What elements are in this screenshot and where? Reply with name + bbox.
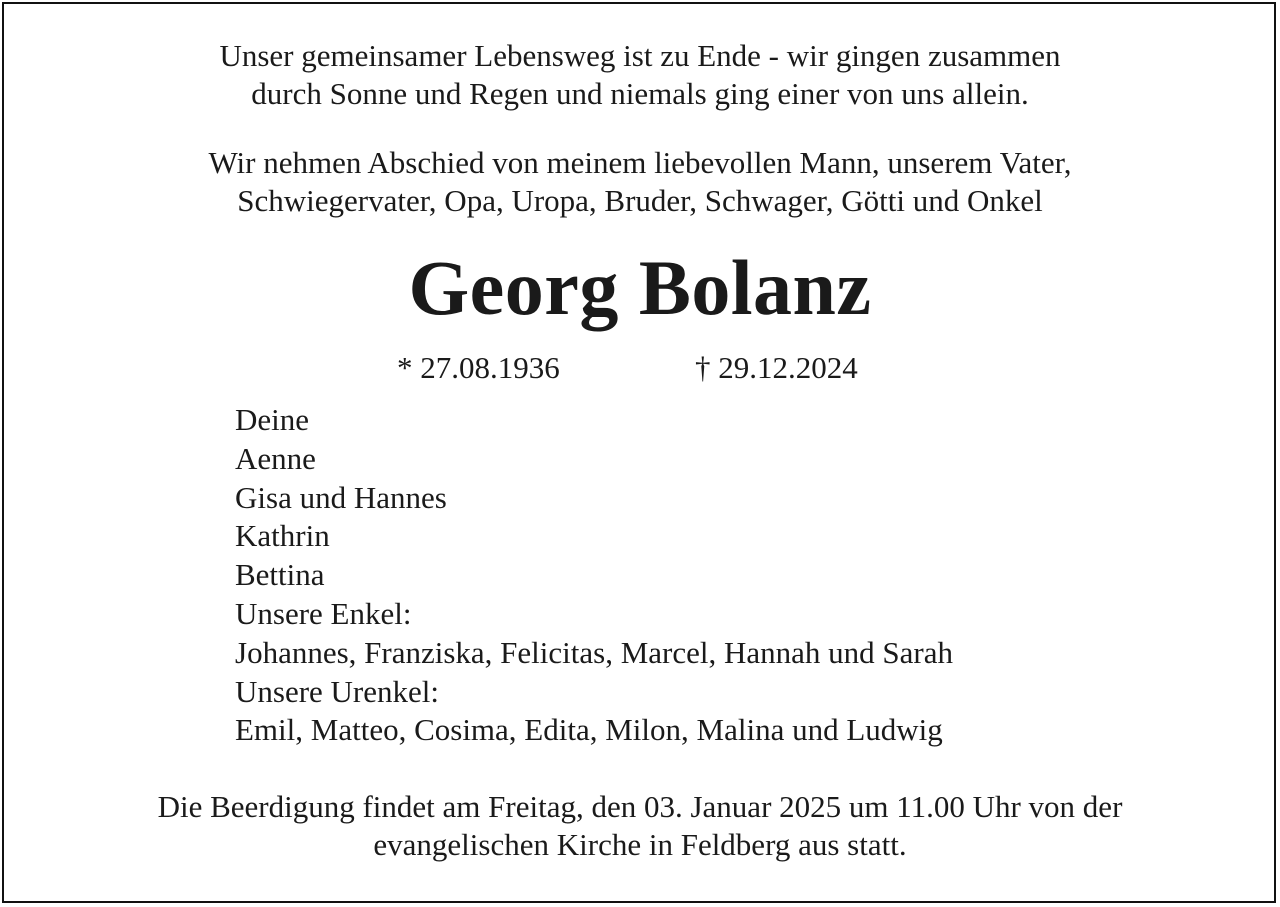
mourners-line: Unsere Urenkel:	[235, 673, 439, 709]
motto-line-1: Unser gemeinsamer Lebensweg ist zu Ende - wir gingen zusammen	[219, 38, 1061, 73]
mourners-list	[235, 401, 953, 750]
death-date: † 29.12.2024	[695, 350, 858, 385]
deceased-name: Georg Bolanz	[408, 244, 872, 331]
motto	[0, 37, 1280, 113]
mourners-line: Unsere Enkel:	[235, 595, 412, 631]
motto-line-2: durch Sonne und Regen und niemals ging einer von uns allein.	[251, 76, 1029, 111]
birth-date: * 27.08.1936	[397, 350, 560, 385]
funeral-line-1: Die Beerdigung findet am Freitag, den 03. Januar 2025 um 11.00 Uhr von der	[157, 789, 1123, 824]
mourners-line: Emil, Matteo, Cosima, Edita, Milon, Malina und Ludwig	[235, 712, 943, 748]
mourners-line: Aenne	[235, 440, 316, 476]
mourners-line: Bettina	[235, 557, 325, 593]
funeral-info	[0, 788, 1280, 864]
mourners-line: Kathrin	[235, 518, 330, 554]
intro-line-1: Wir nehmen Abschied von meinem liebevollen Mann, unserem Vater,	[208, 145, 1072, 180]
mourners-line: Gisa und Hannes	[235, 479, 447, 515]
funeral-line-2: evangelischen Kirche in Feldberg aus statt.	[373, 827, 907, 862]
intro-line-2: Schwiegervater, Opa, Uropa, Bruder, Schwager, Götti und Onkel	[237, 183, 1043, 218]
mourners-line: Johannes, Franziska, Felicitas, Marcel, Hannah und Sarah	[235, 634, 953, 670]
farewell-intro	[0, 144, 1280, 220]
mourners-line: Deine	[235, 402, 310, 437]
